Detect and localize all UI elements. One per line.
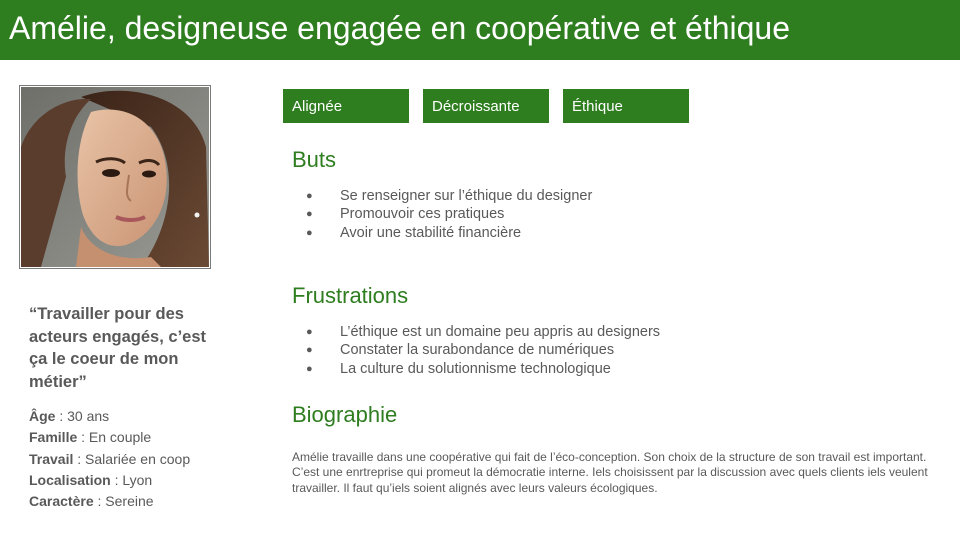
persona-facts [29, 406, 249, 512]
biography-text: Amélie travaille dans une coopérative qui fait de l’éco-conception. Son choix de la structure de son travail est important. C’est une enrtreprise qui promeut la démocratie interne. Iels choisissent par la discussion avec quels clients iels veulent travailler. Il faut qu’iels soient alignés avec leurs valeurs écologiques. [292, 450, 928, 495]
fact-value: : Lyon [110, 471, 153, 488]
list-item: ● Avoir une stabilité financière [306, 224, 592, 242]
tag-ethique: Éthique [563, 89, 689, 123]
title-bar [0, 0, 960, 60]
fact-label: Famille [29, 429, 78, 446]
list-item: ● Se renseigner sur l’éthique du designer [306, 187, 592, 205]
list-item: ● La culture du solutionnisme technologique [306, 360, 660, 378]
fact-character [29, 491, 249, 512]
goals-heading: Buts [292, 147, 337, 172]
fact-location [29, 470, 249, 491]
fact-label: Travail [29, 450, 74, 467]
biography-heading: Biographie [292, 402, 398, 427]
tag-alignee: Alignée [283, 89, 409, 123]
persona-photo [19, 85, 211, 269]
fact-value: : En couple [77, 429, 152, 446]
tag-decroissante: Décroissante [423, 89, 549, 123]
fact-value: : Salariée en coop [73, 450, 191, 467]
fact-label: Localisation [29, 471, 111, 488]
fact-label: Caractère [29, 493, 94, 510]
list-item: ● L’éthique est un domaine peu appris au designers [306, 323, 660, 341]
list-item: ● Constater la surabondance de numériques [306, 341, 660, 359]
page-title: Amélie, designeuse engagée en coopérative et éthique [9, 10, 791, 46]
frustrations-list [306, 323, 660, 378]
persona-quote: “Travailler pour des acteurs engagés, c’est ça le coeur de mon métier” [29, 305, 207, 391]
frustrations-heading: Frustrations [292, 283, 409, 308]
list-item: ● Promouvoir ces pratiques [306, 205, 592, 223]
fact-work [29, 449, 249, 470]
fact-family [29, 427, 249, 448]
portrait-image [21, 87, 209, 267]
fact-age [29, 406, 249, 427]
goals-list [306, 187, 592, 242]
fact-value: : Sereine [93, 493, 154, 510]
fact-label: Âge [29, 408, 56, 424]
fact-value: : 30 ans [55, 408, 110, 424]
